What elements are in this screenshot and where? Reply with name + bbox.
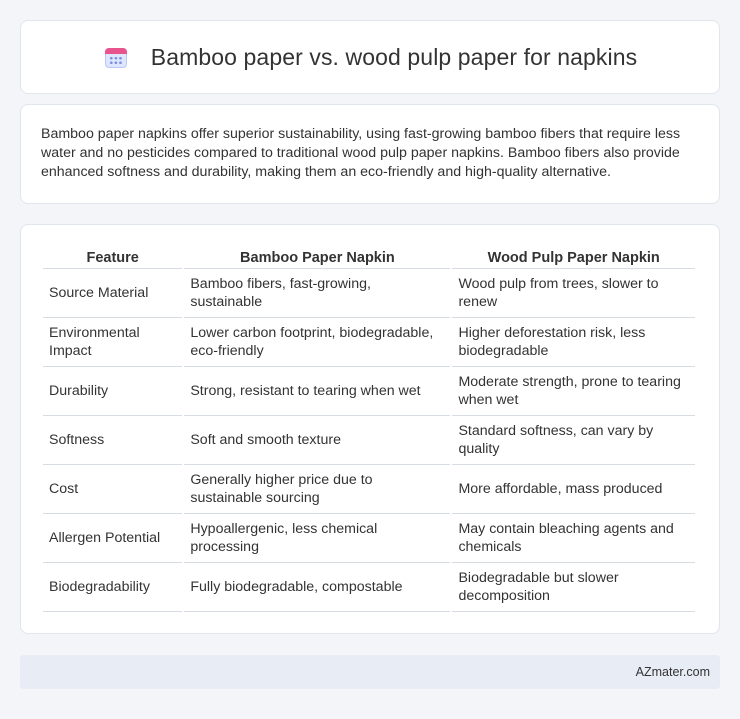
title-card — [20, 20, 720, 94]
comparison-card — [20, 224, 720, 634]
cell-feature: Allergen Potential — [43, 514, 182, 563]
footer-brand[interactable]: AZmater.com — [635, 665, 710, 679]
table-header-row — [43, 245, 695, 269]
cell-wood-pulp: More affordable, mass produced — [452, 465, 695, 514]
title-wrap — [103, 44, 637, 71]
page-title: Bamboo paper vs. wood pulp paper for napkins — [150, 43, 638, 70]
calendar-icon — [103, 44, 129, 70]
cell-feature: Environmental Impact — [43, 318, 182, 367]
cell-wood-pulp: Moderate strength, prone to tearing when wet — [452, 367, 695, 416]
cell-bamboo: Strong, resistant to tearing when wet — [184, 367, 450, 416]
cell-wood-pulp: Higher deforestation risk, less biodegradable — [452, 318, 695, 367]
cell-feature: Softness — [43, 416, 182, 465]
table-row — [43, 563, 695, 612]
cell-feature: Cost — [43, 465, 182, 514]
table-row — [43, 318, 695, 367]
cell-wood-pulp: Biodegradable but slower decomposition — [452, 563, 695, 612]
intro-card — [20, 104, 720, 204]
footer-bar — [20, 655, 720, 689]
cell-wood-pulp: May contain bleaching agents and chemicals — [452, 514, 695, 563]
cell-bamboo: Fully biodegradable, compostable — [184, 563, 450, 612]
cell-wood-pulp: Wood pulp from trees, slower to renew — [452, 269, 695, 318]
table-row — [43, 269, 695, 318]
table-row — [43, 465, 695, 514]
cell-feature: Source Material — [43, 269, 182, 318]
cell-feature: Biodegradability — [43, 563, 182, 612]
cell-bamboo: Lower carbon footprint, biodegradable, eco-friendly — [184, 318, 450, 367]
cell-bamboo: Generally higher price due to sustainable sourcing — [184, 465, 450, 514]
column-header-wood-pulp: Wood Pulp Paper Napkin — [452, 245, 695, 269]
intro-paragraph: Bamboo paper napkins offer superior sustainability, using fast-growing bamboo fibers that require less water and no pesticides compared to traditional wood pulp paper napkins. Bamboo fibers also provide enhanced softness and durability, making them an eco-friendly and high-quality alternative. — [41, 126, 681, 180]
cell-bamboo: Hypoallergenic, less chemical processing — [184, 514, 450, 563]
table-row — [43, 416, 695, 465]
column-header-bamboo: Bamboo Paper Napkin — [184, 245, 450, 269]
cell-bamboo: Bamboo fibers, fast-growing, sustainable — [184, 269, 450, 318]
comparison-table — [41, 245, 697, 612]
cell-wood-pulp: Standard softness, can vary by quality — [452, 416, 695, 465]
table-row — [43, 367, 695, 416]
table-row — [43, 514, 695, 563]
cell-bamboo: Soft and smooth texture — [184, 416, 450, 465]
column-header-feature: Feature — [43, 245, 182, 269]
cell-feature: Durability — [43, 367, 182, 416]
